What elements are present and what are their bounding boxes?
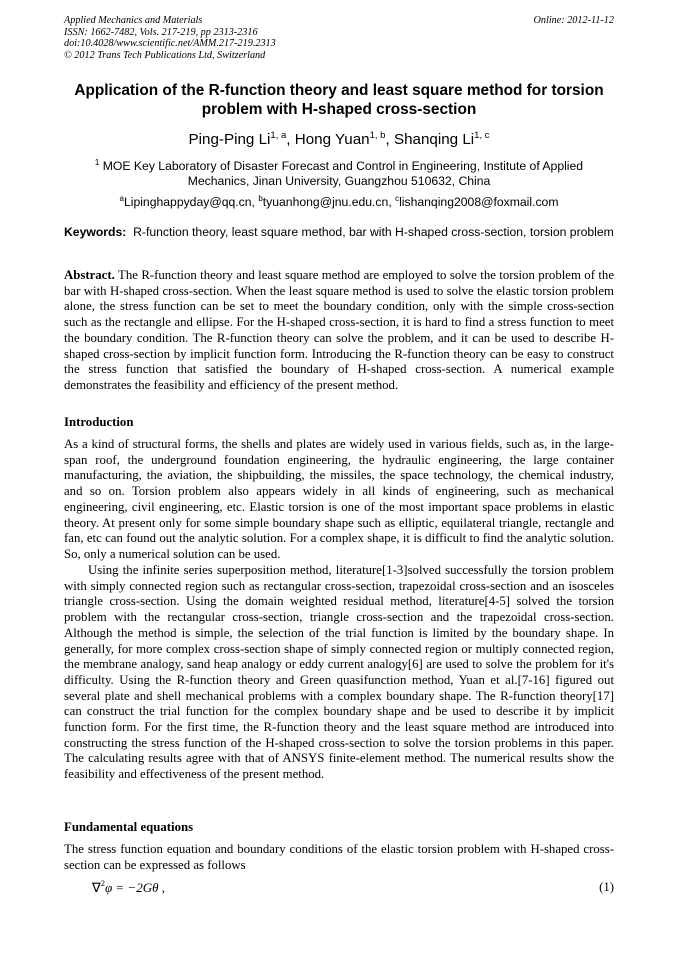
email-link[interactable]: tyuanhong@jnu.edu.cn: [262, 195, 389, 209]
equation-suffix: ,: [158, 880, 165, 895]
affiliation-text: MOE Key Laboratory of Disaster Forecast and Control in Engineering, Institute of Applied Mechanics, Jinan University, Guangzhou 510632, China: [102, 159, 584, 188]
author-emails: $^a$Lipinghappyday@qq.cn, $^b$tyuanhong@jnu.edu.cn, $^c$lishanqing2008@foxmail.com: [119, 194, 559, 209]
fundamental-paragraph: The stress function equation and boundary conditions of the elastic torsion problem with H-shaped cross-section can be expressed as follows: [64, 842, 614, 872]
keywords-label: Keywords:: [64, 225, 127, 239]
journal-name: Applied Mechanics and Materials: [64, 15, 203, 26]
author-list: Ping-Ping Li$^{1, a}$, Hong Yuan$^{1, b}$, Shanqing Li$^{1, c}$: [188, 130, 490, 148]
abstract-text: The R-function theory and least square method are employed to solve the torsion problem of the bar with H-shaped cross-section. When the least square method is used to solve the elastic torsion problem alone, the stress function can be set to meet the boundary condition, only with the simple cross-section such as the rectangle and ellipse. For the H-shaped cross-section, it is hard to find a stress function to meet the boundary condition. The R-function theory can solve the problem, and it can be used to describe H-shaped cross-section by implicit function form. Introducing the R-function theory can be easy to construct the stress function that satisfied the boundary of H-shaped cross-section. A numerical example demonstrates the feasibility and efficiency of the present method.: [64, 268, 615, 392]
abstract-label: Abstract.: [64, 268, 115, 282]
equation-1: [92, 878, 165, 896]
nabla-symbol: ∇: [92, 880, 101, 895]
keywords-text: R-function theory, least square method, bar with H-shaped cross-section, torsion problem: [133, 225, 614, 239]
equation-number: (1): [599, 880, 614, 894]
author-affiliation-mark: 1, c: [474, 130, 490, 141]
author-affiliation-mark: 1, a: [270, 130, 287, 141]
affiliation: [70, 155, 608, 189]
abstract: [64, 268, 614, 394]
online-date: Online: 2012-11-12: [533, 15, 614, 26]
doi-line: doi:10.4028/www.scientific.net/AMM.217-219.2313: [64, 38, 276, 50]
equation-body: φ = −2Gθ: [104, 880, 159, 895]
author-affiliation-mark: 1, b: [369, 130, 386, 141]
journal-header: [64, 15, 614, 61]
paper-title: Application of the R-function theory and least square method for torsion problem with H-shaped cross-section: [74, 82, 604, 118]
author-name: Hong Yuan: [294, 131, 370, 148]
email-mark: c: [395, 194, 400, 203]
introduction-paragraph-1: As a kind of structural forms, the shells and plates are widely used in various fields, such as, in the large-span roof, the underground foundation engineering, the hydraulic engineering, the large container manufacturing, the aviation, the shipbuilding, the missiles, the space technology, the chemical industry, and so on. Torsion problem also appears widely in all kinds of engineering, such as mechanical engineering, civil engineering, etc. Elastic torsion is one of the most important space problems in elastic theory. At present only for some simple boundary shape such as elliptic, equilateral triangle, rectangle and fan, etc can found out the analytic solution. For a complex shape, it is difficult to find the analytic solution. So, only a numerical solution can be used.: [64, 437, 614, 561]
email-link[interactable]: Lipinghappyday@qq.cn: [123, 195, 252, 209]
email-mark: b: [258, 194, 263, 203]
keywords: [64, 225, 614, 241]
affiliation-mark: 1: [94, 158, 100, 167]
author-name: Ping-Ping Li: [188, 131, 271, 148]
copyright-line: © 2012 Trans Tech Publications Ltd, Switzerland: [64, 49, 266, 61]
author-name: Shanqing Li: [393, 131, 475, 148]
section-heading-fundamental-equations: Fundamental equations: [64, 820, 194, 834]
email-mark: a: [119, 194, 124, 203]
issn-line: ISSN: 1662-7482, Vols. 217-219, pp 2313-2316: [64, 26, 258, 38]
equation-exponent: 2: [100, 878, 105, 888]
email-link[interactable]: lishanqing2008@foxmail.com: [399, 195, 559, 209]
introduction-paragraph-2: Using the infinite series superposition method, literature[1-3]solved successfully the torsion problem with simply connected region such as rectangular cross-section, trapezoidal cross-section and an isosceles triangle cross-section. Using the domain weighted residual method, literature[4-5] solved the torsion problem with the rectangular cross-section, triangle cross-section and the trapezoidal cross-section. Although the method is simple, the selection of the trial function is limited by the boundary shape. In generally, for more complex cross-section shape of simply connected region or multiply connected region, the membrane analogy, sand heap analogy or eddy current analogy[6] are used to solve the problem for it's difficulty. Using the R-function theory and Green quasifunction method, Yuan et al.[7-16] figured out several plate and shell mechanical problems with a complex boundary shape. The R-function theory[17] can construct the trial function for the complex boundary shape and be used to describe it by implicit function form. For the first time, the R-function theory and the least square method are introduced into constructing the stress function of the H-shaped cross-section to solve the torsion problems in this paper. The calculating results agree with that of ANSYS finite-element method. The numerical results show the feasibility and effectiveness of the present method.: [64, 563, 614, 782]
section-heading-introduction: Introduction: [64, 415, 134, 429]
